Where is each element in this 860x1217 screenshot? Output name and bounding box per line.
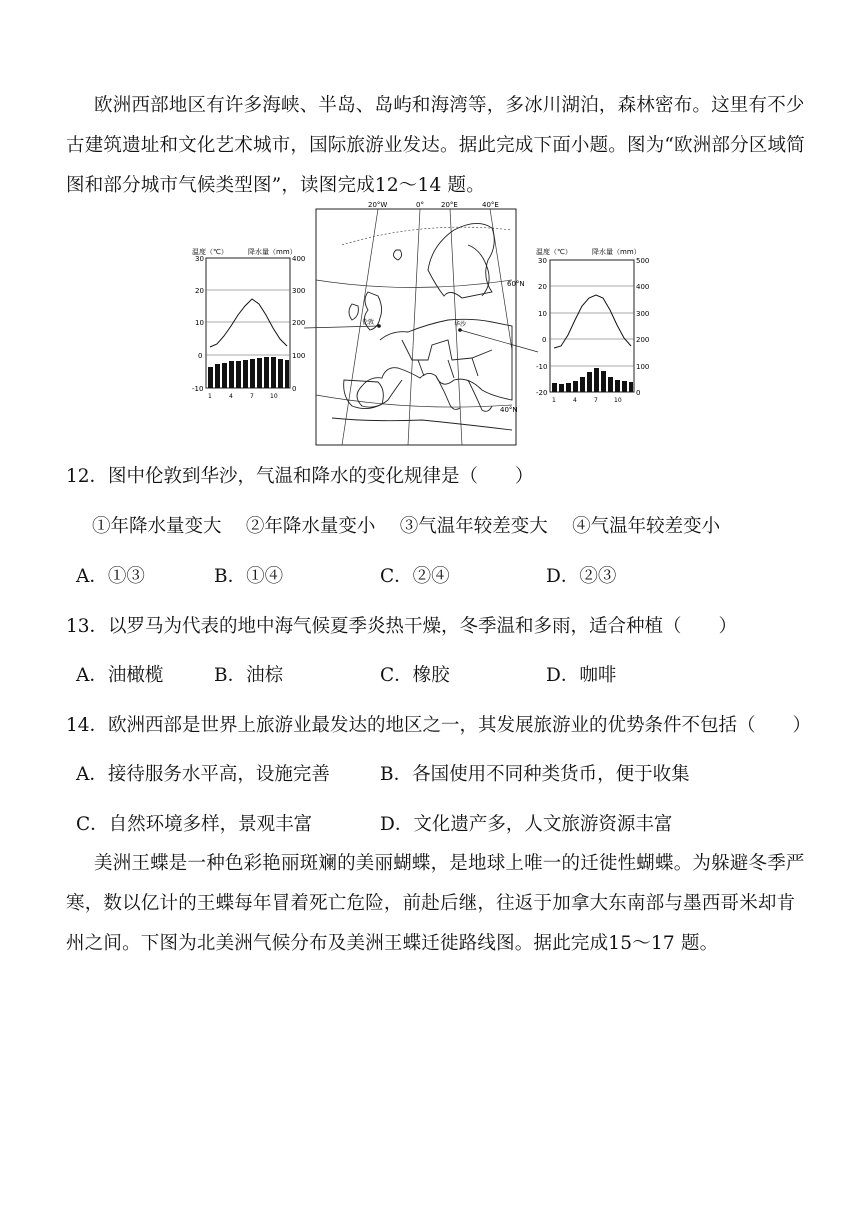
map-lon-label: 20°W: [368, 201, 388, 209]
right-bar: [587, 372, 592, 392]
right-precip-tick: 100: [636, 363, 650, 371]
right-month-tick: 4: [573, 397, 577, 404]
map-lat-label: 60°N: [507, 280, 525, 288]
question-13-stem: 13．以罗马为代表的地中海气候夏季炎热干燥，冬季温和多雨，适合种植（ ）: [66, 616, 738, 637]
left-precip-axis-label: 降水量（mm）: [248, 248, 297, 256]
left-bar: [271, 357, 276, 388]
right-bar: [566, 383, 571, 392]
left-temp-tick: 0: [198, 352, 203, 360]
q12-option-d: D．②③: [546, 566, 617, 587]
left-bar: [243, 360, 248, 388]
right-precip-bars: [552, 368, 633, 392]
right-month-tick: 10: [614, 397, 622, 404]
left-temp-tick: 30: [195, 255, 204, 263]
right-precip-axis-label: 降水量（mm）: [592, 248, 641, 256]
left-precip-tick: 0: [292, 385, 297, 393]
europe-climate-figure: [192, 200, 656, 448]
left-bar: [229, 361, 234, 388]
left-precip-tick: 100: [292, 352, 306, 360]
right-bar: [629, 382, 633, 392]
q12-option-b: B．①④: [214, 566, 284, 587]
europe-map: [304, 201, 538, 445]
right-temp-tick: 30: [538, 257, 547, 265]
question-12-stem: 12．图中伦敦到华沙，气温和降水的变化规律是（ ）: [66, 466, 534, 487]
left-bar: [285, 360, 289, 388]
right-bar: [601, 371, 606, 392]
city-label-warsaw: 华沙: [454, 321, 467, 328]
q13-option-a: A．油橄榄: [76, 665, 164, 686]
map-lon-label: 20°E: [441, 201, 458, 209]
left-bar: [215, 364, 220, 388]
question-14-stem: 14．欧洲西部是世界上旅游业最发达的地区之一，其发展旅游业的优势条件不包括（ ）: [66, 715, 812, 736]
q12-option-a: A．①③: [76, 566, 145, 587]
right-temp-curve: [554, 295, 631, 348]
right-precip-tick: 200: [636, 336, 650, 344]
left-climate-chart: [192, 247, 305, 400]
map-lon-label: 0°: [416, 201, 424, 209]
right-precip-tick: 0: [636, 389, 641, 397]
left-bar: [222, 363, 227, 388]
right-temp-tick: -20: [536, 389, 548, 397]
left-precip-tick: 300: [292, 287, 306, 295]
left-bar: [208, 367, 213, 388]
q14-option-d: D．文化遗产多，人文旅游资源丰富: [380, 814, 673, 835]
left-temp-tick: 20: [195, 287, 204, 295]
left-bar: [257, 358, 262, 388]
left-temp-curve: [210, 299, 287, 347]
right-temp-tick: -10: [536, 363, 548, 371]
q14-option-a: A．接待服务水平高，设施完善: [76, 764, 330, 785]
left-bar: [250, 359, 255, 388]
q13-option-c: C．橡胶: [380, 665, 450, 686]
right-bar: [559, 384, 564, 392]
right-bar: [594, 368, 599, 392]
intro-paragraph-butterfly: [66, 844, 806, 964]
right-temp-tick: 10: [538, 310, 547, 318]
right-temp-tick: 0: [542, 336, 547, 344]
right-bar: [622, 381, 627, 392]
left-precip-tick: 400: [292, 255, 306, 263]
left-month-tick: 1: [208, 393, 212, 400]
right-bar: [608, 377, 613, 392]
city-label-london: 伦敦: [362, 319, 375, 326]
question-12-items: ①年降水量变大 ②年降水量变小 ③气温年较差变大 ④气温年较差变小: [92, 516, 721, 537]
intro-text-butterfly: 美洲王蝶是一种色彩艳丽斑斓的美丽蝴蝶，是地球上唯一的迁徙性蝴蝶。为躲避冬季严寒，数以亿计的王蝶每年冒着死亡危险，前赴后继，往返于加拿大东南部与墨西哥米却肯州之间。下图为北美洲气候分布及美洲王蝶迁徙路线图。据此完成15～17 题。: [66, 853, 805, 954]
left-temp-tick: 10: [195, 319, 204, 327]
right-bar: [615, 380, 620, 392]
left-month-tick: 7: [250, 393, 254, 400]
right-month-tick: 7: [594, 397, 598, 404]
map-lon-label: 40°E: [482, 201, 499, 209]
map-lat-label: 40°N: [500, 406, 518, 414]
left-bar: [264, 357, 269, 388]
right-bar: [552, 383, 557, 392]
q12-option-c: C．②④: [380, 566, 450, 587]
left-temp-tick: -10: [192, 385, 204, 393]
right-climate-chart: [536, 247, 649, 404]
left-bar: [236, 361, 241, 388]
right-bar: [580, 377, 585, 392]
q13-option-b: B．油棕: [214, 665, 284, 686]
right-temp-axis-label: 温度（℃）: [536, 248, 572, 256]
q13-option-d: D．咖啡: [546, 665, 617, 686]
right-precip-tick: 500: [636, 257, 650, 265]
q14-option-c: C．自然环境多样，景观丰富: [76, 814, 313, 835]
left-bar: [278, 359, 283, 388]
right-bar: [573, 381, 578, 392]
intro-text-europe: 欧洲西部地区有许多海峡、半岛、岛屿和海湾等，多冰川湖泊，森林密布。这里有不少古建筑遗址和文化艺术城市，国际旅游业发达。据此完成下面小题。图为“欧洲部分区域简图和部分城市气候类型图”，读图完成12～14 题。: [66, 95, 805, 196]
left-precip-tick: 200: [292, 319, 306, 327]
right-precip-tick: 300: [636, 310, 650, 318]
right-precip-tick: 400: [636, 283, 650, 291]
q14-option-b: B．各国使用不同种类货币，便于收集: [380, 764, 690, 785]
right-month-tick: 1: [552, 397, 556, 404]
left-precip-bars: [208, 357, 289, 388]
figure-svg: [192, 200, 656, 448]
intro-paragraph-europe: [66, 86, 806, 206]
left-temp-axis-label: 温度（℃）: [192, 248, 228, 256]
left-month-tick: 4: [229, 393, 233, 400]
right-temp-tick: 20: [538, 283, 547, 291]
left-month-tick: 10: [270, 393, 278, 400]
